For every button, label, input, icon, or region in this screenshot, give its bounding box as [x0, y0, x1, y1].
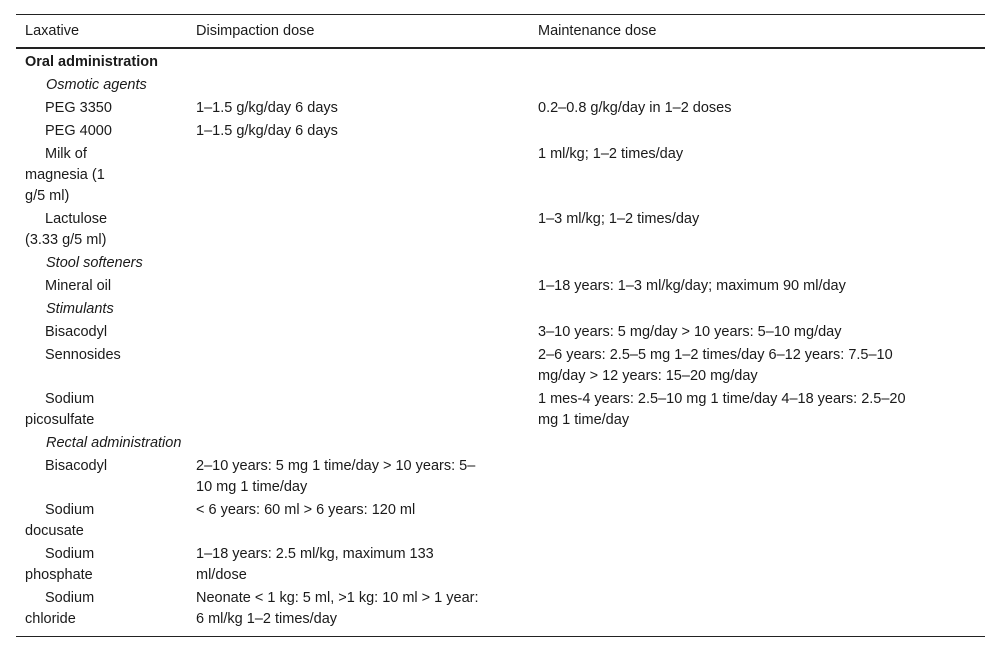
table-row	[16, 209, 985, 253]
laxative-table	[16, 14, 985, 637]
laxative-name: PEG 4000	[45, 123, 112, 139]
maintenance-dose: 1 mes-4 years: 2.5–10 mg 1 time/day 4–18 years: 2.5–20 mg 1 time/day	[538, 391, 906, 428]
laxative-name: Milk of magnesia (1 g/5 ml)	[25, 146, 105, 204]
subsection-heading: Rectal administration	[46, 435, 182, 451]
laxative-name: Lactulose (3.33 g/5 ml)	[25, 211, 108, 248]
laxative-name: Bisacodyl	[45, 324, 108, 340]
laxative-name: Sennosides	[45, 347, 121, 363]
laxative-name: Sodium chloride	[25, 590, 95, 627]
laxative-name: Mineral oil	[45, 278, 112, 294]
table-row	[16, 75, 985, 98]
table-row	[16, 500, 985, 544]
subsection-heading: Stool softeners	[46, 255, 143, 271]
maintenance-dose: 0.2–0.8 g/kg/day in 1–2 doses	[538, 100, 732, 116]
disimpaction-dose: < 6 years: 60 ml > 6 years: 120 ml	[196, 502, 416, 518]
laxative-name: Sodium picosulfate	[25, 391, 95, 428]
table-row	[16, 322, 985, 345]
table-row	[16, 276, 985, 299]
subsection-heading: Stimulants	[46, 301, 114, 317]
table-row	[16, 299, 985, 322]
subsection-heading: Osmotic agents	[46, 77, 147, 93]
laxative-name: Sodium docusate	[25, 502, 95, 539]
disimpaction-dose: 1–1.5 g/kg/day 6 days	[196, 123, 338, 139]
table-row	[16, 144, 985, 209]
table-row	[16, 98, 985, 121]
table-body	[16, 49, 985, 632]
maintenance-dose: 1–18 years: 1–3 ml/kg/day; maximum 90 ml/day	[538, 278, 846, 294]
table-row	[16, 52, 985, 75]
disimpaction-dose: 1–18 years: 2.5 ml/kg, maximum 133 ml/dose	[196, 546, 434, 583]
table-row	[16, 456, 985, 500]
laxative-name: Bisacodyl	[45, 458, 108, 474]
disimpaction-dose: Neonate < 1 kg: 5 ml, >1 kg: 10 ml > 1 year: 6 ml/kg 1–2 times/day	[196, 590, 479, 627]
table-row	[16, 433, 985, 456]
maintenance-dose: 2–6 years: 2.5–5 mg 1–2 times/day 6–12 years: 7.5–10 mg/day > 12 years: 15–20 mg/day	[538, 347, 893, 384]
table-row	[16, 588, 985, 632]
maintenance-dose: 1 ml/kg; 1–2 times/day	[538, 146, 684, 162]
bottom-rule	[16, 636, 985, 637]
table-row	[16, 253, 985, 276]
header-disimpaction-dose: Disimpaction dose	[196, 23, 315, 39]
maintenance-dose: 3–10 years: 5 mg/day > 10 years: 5–10 mg/day	[538, 324, 842, 340]
table-row	[16, 544, 985, 588]
header-maintenance-dose: Maintenance dose	[538, 23, 657, 39]
table-row	[16, 121, 985, 144]
table-row	[16, 389, 985, 433]
table-row	[16, 345, 985, 389]
header-laxative: Laxative	[25, 23, 80, 39]
table-header	[16, 15, 985, 47]
disimpaction-dose: 2–10 years: 5 mg 1 time/day > 10 years: 5–10 mg 1 time/day	[196, 458, 476, 495]
laxative-name: PEG 3350	[45, 100, 112, 116]
maintenance-dose: 1–3 ml/kg; 1–2 times/day	[538, 211, 700, 227]
laxative-name: Sodium phosphate	[25, 546, 95, 583]
disimpaction-dose: 1–1.5 g/kg/day 6 days	[196, 100, 338, 116]
section-heading: Oral administration	[25, 54, 158, 70]
